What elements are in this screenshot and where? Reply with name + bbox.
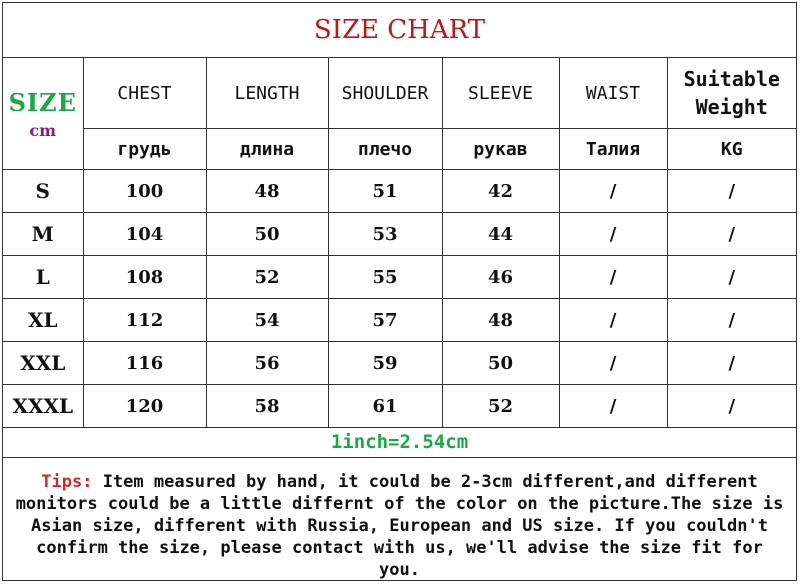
weight-label-line1: Suitable — [683, 67, 780, 91]
weight-value: / — [667, 342, 796, 385]
waist-value: / — [559, 342, 667, 385]
length-value: 58 — [206, 385, 328, 428]
table-row — [3, 385, 796, 428]
col-header-weight — [667, 58, 796, 129]
size-value: M — [3, 213, 83, 256]
col-header-chest: CHEST — [83, 58, 206, 129]
table-row — [3, 170, 796, 213]
weight-value: / — [667, 385, 796, 428]
waist-value: / — [559, 256, 667, 299]
waist-value: / — [559, 213, 667, 256]
col-header-sleeve: SLEEVE — [442, 58, 559, 129]
chest-value: 100 — [83, 170, 206, 213]
size-chart — [2, 2, 797, 581]
tips-text: Item measured by hand, it could be 2-3cm different,and different monitors could be a little differnt of the color on the picture.The size is Asian size, different with Russia, European and US size. If you couldn't confirm the size, please contact with us, we'll advise the size fit for you. — [15, 472, 784, 580]
shoulder-value: 55 — [328, 256, 442, 299]
shoulder-value: 51 — [328, 170, 442, 213]
chest-value: 108 — [83, 256, 206, 299]
shoulder-value: 57 — [328, 299, 442, 342]
header-row-ru — [3, 129, 796, 170]
size-value: XL — [3, 299, 83, 342]
weight-value: / — [667, 170, 796, 213]
length-value: 52 — [206, 256, 328, 299]
inch-conversion-note: 1inch=2.54cm — [3, 426, 796, 458]
sleeve-value: 46 — [442, 256, 559, 299]
col-header-length: LENGTH — [206, 58, 328, 129]
tips-paragraph — [11, 471, 788, 581]
size-header-cell — [3, 58, 83, 170]
shoulder-value: 61 — [328, 385, 442, 428]
table-row — [3, 299, 796, 342]
unit-label: cm — [29, 120, 57, 140]
sleeve-value: 52 — [442, 385, 559, 428]
table-row — [3, 342, 796, 385]
size-table — [3, 58, 796, 428]
shoulder-value: 59 — [328, 342, 442, 385]
header-row-en — [3, 58, 796, 129]
size-value: S — [3, 170, 83, 213]
weight-value: / — [667, 213, 796, 256]
shoulder-value: 53 — [328, 213, 442, 256]
size-label: SIZE — [8, 87, 77, 117]
sleeve-value: 42 — [442, 170, 559, 213]
weight-label-line2: Weight — [695, 95, 768, 119]
chart-title: SIZE CHART — [3, 3, 796, 58]
col-header-chest-ru: грудь — [83, 129, 206, 170]
col-header-shoulder-ru: плечо — [328, 129, 442, 170]
size-value: L — [3, 256, 83, 299]
chest-value: 112 — [83, 299, 206, 342]
waist-value: / — [559, 299, 667, 342]
table-row — [3, 213, 796, 256]
chest-value: 120 — [83, 385, 206, 428]
waist-value: / — [559, 170, 667, 213]
sleeve-value: 50 — [442, 342, 559, 385]
table-row — [3, 256, 796, 299]
length-value: 56 — [206, 342, 328, 385]
weight-value: / — [667, 256, 796, 299]
sleeve-value: 44 — [442, 213, 559, 256]
chest-value: 104 — [83, 213, 206, 256]
col-header-length-ru: длина — [206, 129, 328, 170]
col-header-sleeve-ru: рукав — [442, 129, 559, 170]
weight-value: / — [667, 299, 796, 342]
length-value: 48 — [206, 170, 328, 213]
sleeve-value: 48 — [442, 299, 559, 342]
length-value: 50 — [206, 213, 328, 256]
size-value: XXL — [3, 342, 83, 385]
col-header-waist: WAIST — [559, 58, 667, 129]
tips-label: Tips: — [41, 472, 93, 492]
col-header-weight-unit: KG — [667, 129, 796, 170]
col-header-waist-ru: Талия — [559, 129, 667, 170]
length-value: 54 — [206, 299, 328, 342]
waist-value: / — [559, 385, 667, 428]
chest-value: 116 — [83, 342, 206, 385]
col-header-shoulder: SHOULDER — [328, 58, 442, 129]
size-value: XXXL — [3, 385, 83, 428]
